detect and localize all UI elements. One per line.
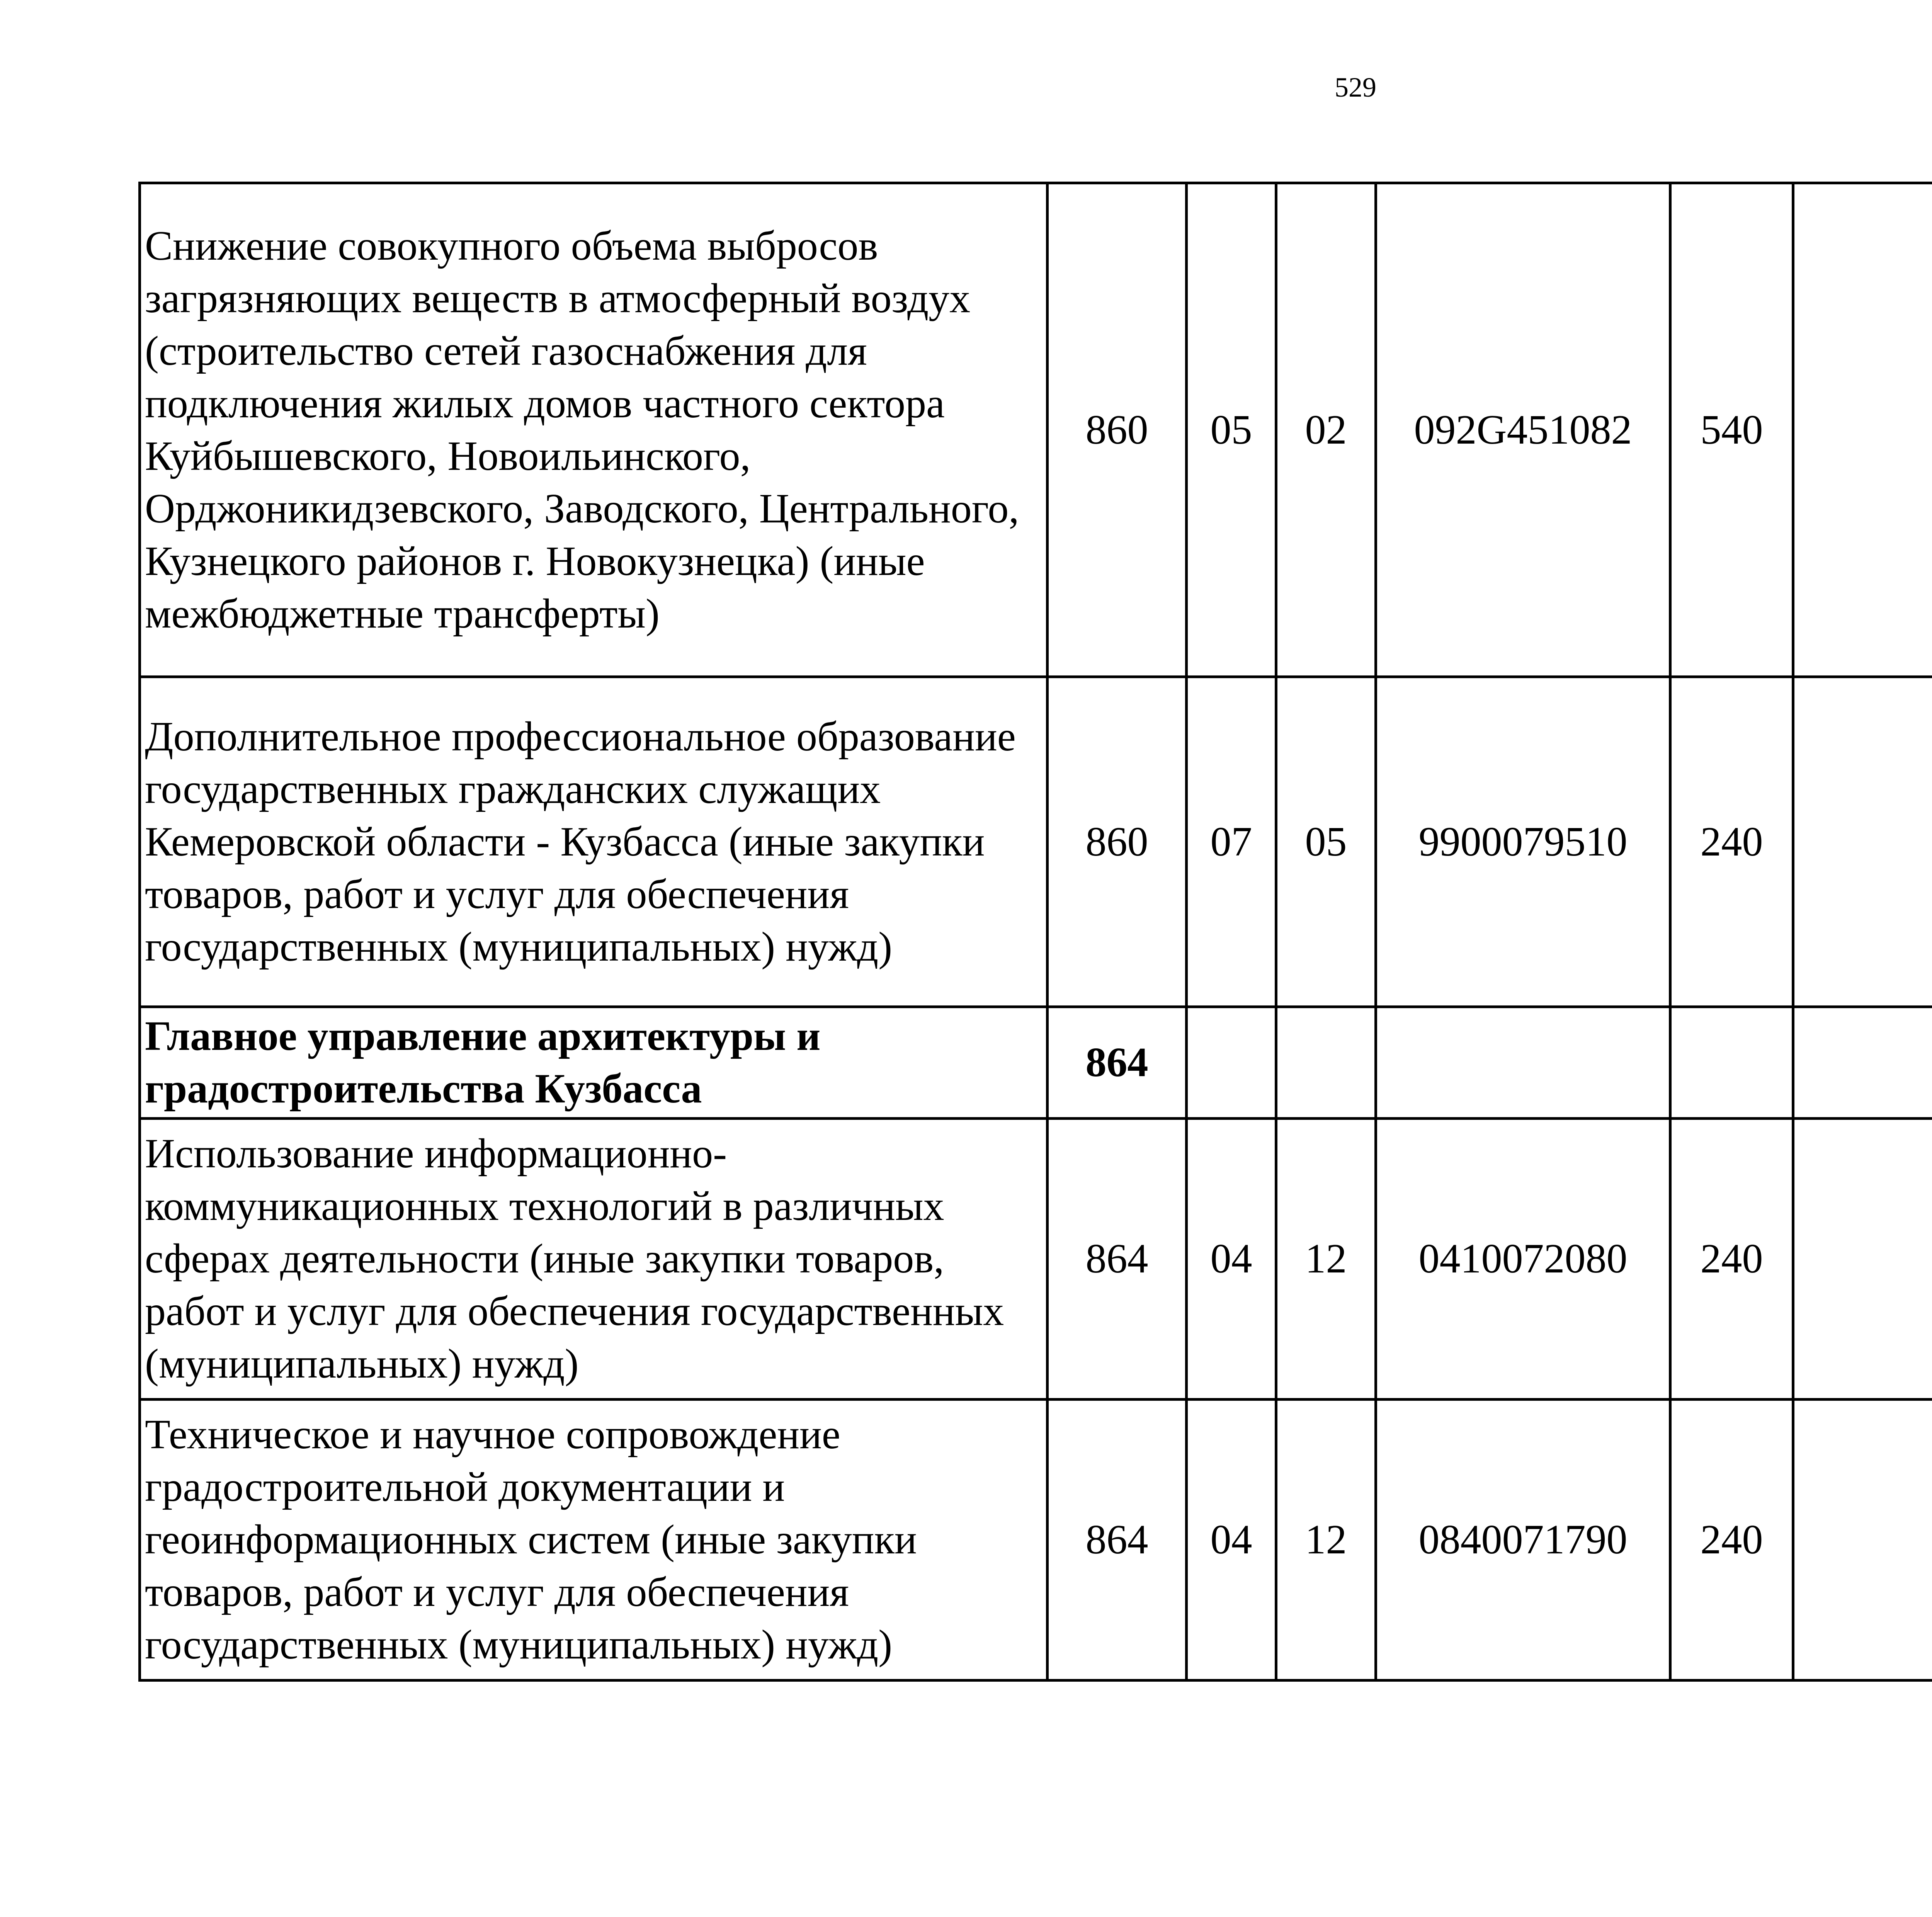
row-description: Снижение совокупного объема выбросов загрязняющих веществ в атмосферный воздух (строительство сетей газоснабжения для подключения жилых домов частного сектора Куйбышевского, Новоильинского, Орджоникидзевского, Заводского, Центрального, Кузнецкого районов г. Новокузнецка) (иные межбюджетные трансферты)	[140, 183, 1048, 677]
table-row	[140, 1119, 1932, 1400]
expense-type-code: 240	[1670, 677, 1793, 1007]
target-article-code: 9900079510	[1376, 677, 1670, 1007]
target-article-code: 092G451082	[1376, 183, 1670, 677]
row-description: Использование информационно-коммуникационных технологий в различных сферах деятельности (иные закупки товаров, работ и услуг для обеспечения государственных (муниципальных) нужд)	[140, 1119, 1048, 1400]
table-row	[140, 1400, 1932, 1681]
page-number: 529	[1335, 72, 1376, 103]
amount-year-1	[1793, 1119, 1932, 1400]
expense-type-code: 540	[1670, 183, 1793, 677]
expense-type-code	[1670, 1007, 1793, 1119]
section-code: 05	[1187, 183, 1276, 677]
table-row	[140, 183, 1932, 677]
section-code: 07	[1187, 677, 1276, 1007]
target-article-code	[1376, 1007, 1670, 1119]
table-row-organization	[140, 1007, 1932, 1119]
ministry-code: 860	[1048, 677, 1187, 1007]
section-code: 04	[1187, 1400, 1276, 1681]
row-description: Техническое и научное сопровождение градостроительной документации и геоинформационных систем (иные закупки товаров, работ и услуг для обеспечения государственных (муниципальных) нужд)	[140, 1400, 1048, 1681]
organization-name: Главное управление архитектуры и градостроительства Кузбасса	[140, 1007, 1048, 1119]
amount-year-1	[1793, 677, 1932, 1007]
ministry-code: 864	[1048, 1007, 1187, 1119]
ministry-code: 864	[1048, 1119, 1187, 1400]
amount-year-1	[1793, 1007, 1932, 1119]
expense-type-code: 240	[1670, 1400, 1793, 1681]
table-row	[140, 677, 1932, 1007]
target-article-code: 0840071790	[1376, 1400, 1670, 1681]
expense-type-code: 240	[1670, 1119, 1793, 1400]
ministry-code: 864	[1048, 1400, 1187, 1681]
subsection-code	[1276, 1007, 1376, 1119]
subsection-code: 12	[1276, 1400, 1376, 1681]
amount-year-1	[1793, 1400, 1932, 1681]
section-code: 04	[1187, 1119, 1276, 1400]
subsection-code: 05	[1276, 677, 1376, 1007]
subsection-code: 02	[1276, 183, 1376, 677]
section-code	[1187, 1007, 1276, 1119]
ministry-code: 860	[1048, 183, 1187, 677]
target-article-code: 0410072080	[1376, 1119, 1670, 1400]
amount-year-1	[1793, 183, 1932, 677]
row-description: Дополнительное профессиональное образование государственных гражданских служащих Кемеровской области - Кузбасса (иные закупки товаров, работ и услуг для обеспечения государственных (муниципальных) нужд)	[140, 677, 1048, 1007]
subsection-code: 12	[1276, 1119, 1376, 1400]
budget-table	[138, 182, 1932, 1682]
